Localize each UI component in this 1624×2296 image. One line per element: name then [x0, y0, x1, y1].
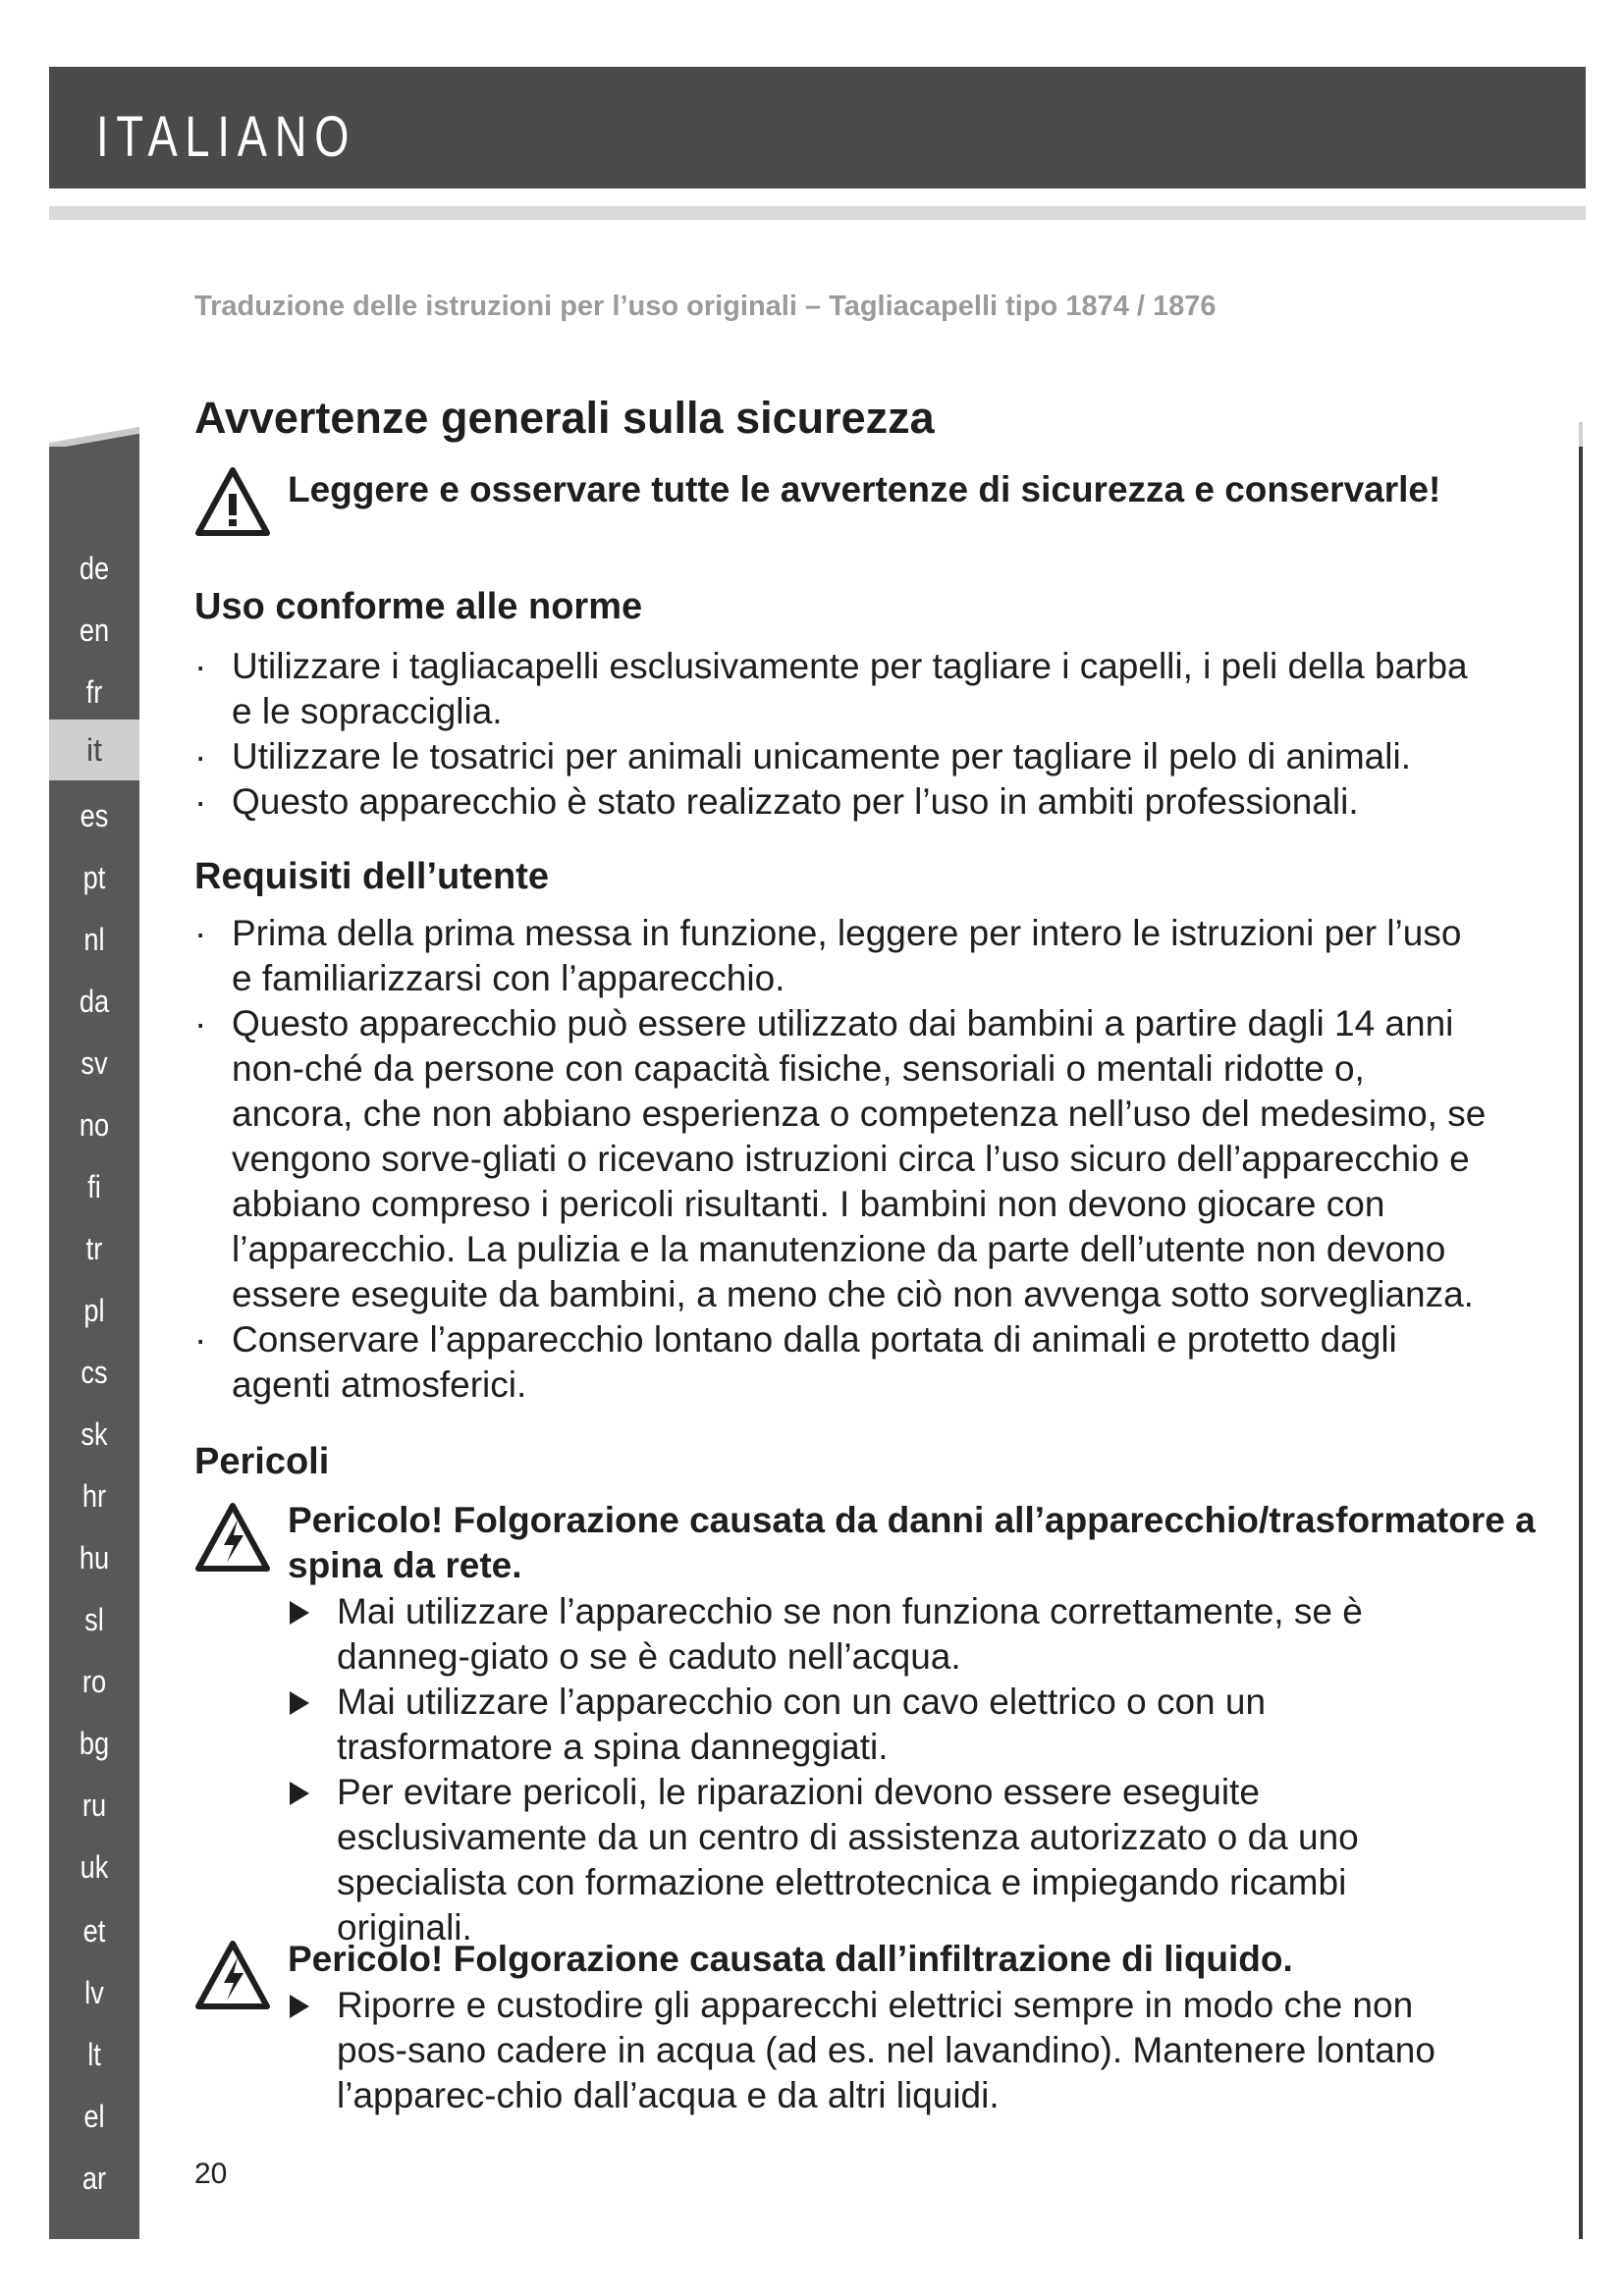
lang-tab-uk[interactable]: uk — [80, 1849, 109, 1885]
list-item: · Utilizzare i tagliacapelli esclusivamente per tagliare i capelli, i peli della barba e le sopracciglia. — [194, 646, 1468, 731]
lang-tab-en[interactable]: en — [79, 613, 110, 648]
safety-heading: Avvertenze generali sulla sicurezza — [194, 393, 935, 443]
section-title-pericoli: Pericoli — [194, 1441, 330, 1482]
list-item: · Utilizzare le tosatrici per animali unicamente per tagliare il pelo di animali. — [194, 736, 1411, 776]
list-item: Mai utilizzare l’apparecchio con un cavo elettrico o con un trasformatore a spina danneggiati. — [288, 1680, 1466, 1770]
lang-tab-it[interactable]: it — [49, 720, 139, 780]
list-item: Riporre e custodire gli apparecchi elettrici sempre in modo che non pos-sano cadere in acqua (ad es. nel lavandino). Mantenere lontano l’apparec-chio dall’acqua e da altri liquidi. — [288, 1983, 1466, 2118]
right-margin-rule — [1579, 447, 1583, 2239]
lang-tab-el[interactable]: el — [83, 2099, 105, 2134]
lang-tab-ro[interactable]: ro — [81, 1664, 107, 1699]
list-item: · Questo apparecchio è stato realizzato per l’uso in ambiti professionali. — [194, 781, 1359, 822]
header-bar — [49, 67, 1586, 188]
section-title-requisiti: Requisiti dell’utente — [194, 856, 550, 897]
lang-tab-lv[interactable]: lv — [84, 1975, 104, 2010]
lang-tab-ru[interactable]: ru — [81, 1788, 107, 1823]
list-item: · Prima della prima messa in funzione, leggere per intero le istruzioni per l’uso e familiarizzarsi con l’apparecchio. — [194, 913, 1462, 998]
danger-1-list — [288, 1589, 1466, 1950]
lang-tab-pt[interactable]: pt — [82, 860, 106, 895]
page-number: 20 — [194, 2158, 228, 2190]
lang-tab-hr[interactable]: hr — [81, 1478, 107, 1514]
lang-tab-cs[interactable]: cs — [81, 1355, 108, 1390]
list-item: Per evitare pericoli, le riparazioni devono essere eseguite esclusivamente da un centro di assistenza autorizzato o da uno specialista con formazione elettrotecnica e impiegando ricambi originali. — [288, 1770, 1466, 1950]
lang-tab-bg[interactable]: bg — [79, 1726, 110, 1761]
header-divider — [49, 206, 1586, 220]
list-item: Mai utilizzare l’apparecchio se non funziona correttamente, se è danneg-giato o se è caduto nell’acqua. — [288, 1589, 1466, 1680]
danger-2-list — [288, 1983, 1466, 2118]
requisiti-list — [194, 911, 1490, 1408]
danger-warning-1-title: Pericolo! Folgorazione causata da danni all’apparecchio/trasformatore a spina da rete. — [288, 1500, 1536, 1585]
electric-hazard-icon — [194, 1502, 271, 1573]
lang-tab-es[interactable]: es — [80, 798, 109, 833]
warning-triangle-icon — [194, 466, 271, 537]
uso-list — [194, 644, 1490, 825]
lang-tab-tr[interactable]: tr — [85, 1231, 103, 1266]
list-item: · Questo apparecchio può essere utilizzato dai bambini a partire dagli 14 anni non-ché da persone con capacità fisiche, sensoriali o mentali ridotte o, ancora, che non abbiano esperienza o competenza nell’uso del medesimo, se vengono sorve-gliati o ricevano istruzioni circa l’uso sicuro dell’apparecchio e abbiano compreso i pericoli risultanti. I bambini non devono giocare con l’apparecchio. La pulizia e la manutenzione da parte dell’utente non devono essere eseguite da bambini, a meno che ciò non avvenga sotto sorveglianza. — [194, 1003, 1487, 1314]
lang-tab-nl[interactable]: nl — [83, 922, 105, 957]
right-rule-top — [1579, 422, 1583, 447]
document-subtitle: Traduzione delle istruzioni per l’uso originali – Tagliacapelli tipo 1874 / 1876 — [194, 291, 1217, 322]
electric-hazard-icon — [194, 1940, 271, 2010]
lang-tab-ar[interactable]: ar — [81, 2161, 107, 2196]
lang-tab-sk[interactable]: sk — [81, 1416, 108, 1452]
lang-tab-sl[interactable]: sl — [84, 1602, 104, 1637]
lang-tab-no[interactable]: no — [79, 1107, 110, 1143]
lang-tab-da[interactable]: da — [79, 984, 110, 1019]
section-title-uso: Uso conforme alle norme — [194, 586, 643, 627]
lang-tab-pl[interactable]: pl — [83, 1293, 105, 1328]
lang-tab-sv[interactable]: sv — [81, 1045, 108, 1081]
list-item: · Conservare l’apparecchio lontano dalla portata di animali e protetto dagli agenti atmosferici. — [194, 1319, 1397, 1405]
lang-tab-hu[interactable]: hu — [79, 1540, 110, 1575]
lang-tab-fi[interactable]: fi — [87, 1169, 101, 1204]
lang-tab-lt[interactable]: lt — [87, 2037, 101, 2072]
lang-tab-fr[interactable]: fr — [85, 674, 103, 710]
lang-tab-de[interactable]: de — [79, 551, 110, 586]
language-sidebar — [49, 447, 139, 2239]
lang-tab-et[interactable]: et — [82, 1913, 106, 1949]
danger-warning-2-title: Pericolo! Folgorazione causata dall’infiltrazione di liquido. — [288, 1939, 1293, 1979]
general-warning-text: Leggere e osservare tutte le avvertenze di sicurezza e conservarle! — [288, 469, 1441, 509]
page-language-title: ITALIANO — [96, 105, 357, 169]
